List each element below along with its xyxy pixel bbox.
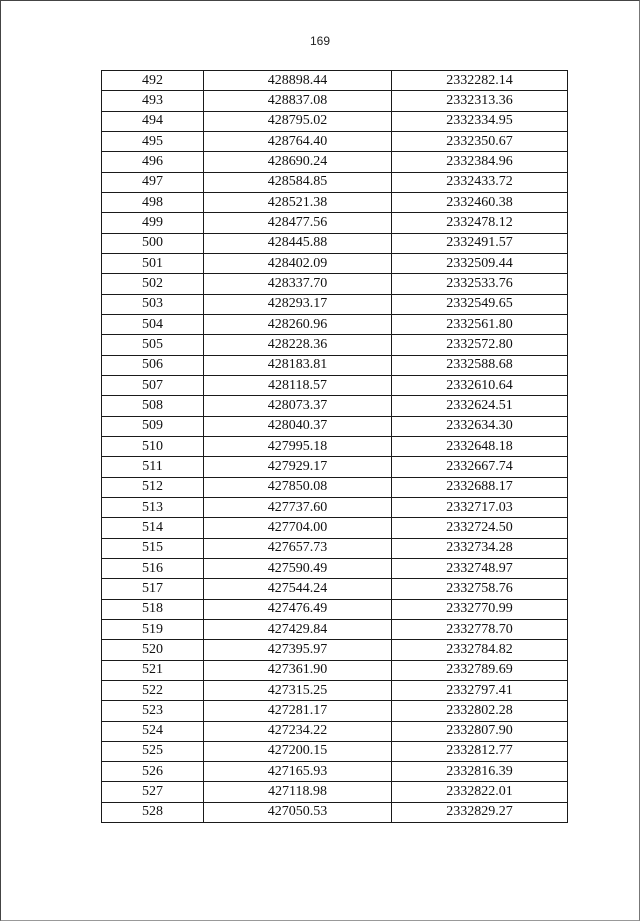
y-coordinate-cell: 2332778.70 [392, 619, 568, 639]
y-coordinate-cell: 2332829.27 [392, 802, 568, 822]
x-coordinate-cell: 428040.37 [204, 416, 392, 436]
x-coordinate-cell: 427737.60 [204, 497, 392, 517]
table-row [102, 538, 568, 558]
y-coordinate-cell: 2332648.18 [392, 436, 568, 456]
y-coordinate-cell: 2332610.64 [392, 375, 568, 395]
table-row [102, 233, 568, 253]
table-row [102, 253, 568, 273]
x-coordinate-cell: 427590.49 [204, 558, 392, 578]
table-row [102, 599, 568, 619]
x-coordinate-cell: 427657.73 [204, 538, 392, 558]
x-coordinate-cell: 427704.00 [204, 518, 392, 538]
point-number-cell: 521 [102, 660, 204, 680]
x-coordinate-cell: 428521.38 [204, 192, 392, 212]
point-number-cell: 492 [102, 71, 204, 91]
y-coordinate-cell: 2332802.28 [392, 701, 568, 721]
table-row [102, 497, 568, 517]
x-coordinate-cell: 427429.84 [204, 619, 392, 639]
y-coordinate-cell: 2332784.82 [392, 640, 568, 660]
x-coordinate-cell: 428795.02 [204, 111, 392, 131]
x-coordinate-cell: 428260.96 [204, 314, 392, 334]
table-row [102, 375, 568, 395]
y-coordinate-cell: 2332770.99 [392, 599, 568, 619]
table-row [102, 680, 568, 700]
point-number-cell: 524 [102, 721, 204, 741]
table-row [102, 660, 568, 680]
y-coordinate-cell: 2332807.90 [392, 721, 568, 741]
y-coordinate-cell: 2332509.44 [392, 253, 568, 273]
table-row [102, 314, 568, 334]
point-number-cell: 527 [102, 782, 204, 802]
y-coordinate-cell: 2332282.14 [392, 71, 568, 91]
point-number-cell: 518 [102, 599, 204, 619]
y-coordinate-cell: 2332588.68 [392, 355, 568, 375]
table-row [102, 152, 568, 172]
point-number-cell: 505 [102, 335, 204, 355]
table-row [102, 396, 568, 416]
y-coordinate-cell: 2332313.36 [392, 91, 568, 111]
point-number-cell: 493 [102, 91, 204, 111]
coordinates-table-body [102, 71, 568, 823]
x-coordinate-cell: 428402.09 [204, 253, 392, 273]
point-number-cell: 504 [102, 314, 204, 334]
x-coordinate-cell: 427050.53 [204, 802, 392, 822]
point-number-cell: 502 [102, 274, 204, 294]
point-number-cell: 497 [102, 172, 204, 192]
point-number-cell: 514 [102, 518, 204, 538]
y-coordinate-cell: 2332624.51 [392, 396, 568, 416]
point-number-cell: 520 [102, 640, 204, 660]
point-number-cell: 495 [102, 131, 204, 151]
point-number-cell: 509 [102, 416, 204, 436]
point-number-cell: 506 [102, 355, 204, 375]
y-coordinate-cell: 2332634.30 [392, 416, 568, 436]
table-row [102, 701, 568, 721]
x-coordinate-cell: 427995.18 [204, 436, 392, 456]
point-number-cell: 499 [102, 213, 204, 233]
table-row [102, 111, 568, 131]
y-coordinate-cell: 2332350.67 [392, 131, 568, 151]
x-coordinate-cell: 428293.17 [204, 294, 392, 314]
table-row [102, 579, 568, 599]
table-row [102, 274, 568, 294]
y-coordinate-cell: 2332478.12 [392, 213, 568, 233]
y-coordinate-cell: 2332572.80 [392, 335, 568, 355]
x-coordinate-cell: 427850.08 [204, 477, 392, 497]
x-coordinate-cell: 427165.93 [204, 762, 392, 782]
table-row [102, 192, 568, 212]
table-row [102, 213, 568, 233]
table-row [102, 71, 568, 91]
table-row [102, 131, 568, 151]
x-coordinate-cell: 428898.44 [204, 71, 392, 91]
y-coordinate-cell: 2332384.96 [392, 152, 568, 172]
x-coordinate-cell: 427395.97 [204, 640, 392, 660]
x-coordinate-cell: 428337.70 [204, 274, 392, 294]
point-number-cell: 528 [102, 802, 204, 822]
point-number-cell: 501 [102, 253, 204, 273]
point-number-cell: 503 [102, 294, 204, 314]
point-number-cell: 498 [102, 192, 204, 212]
y-coordinate-cell: 2332724.50 [392, 518, 568, 538]
table-row [102, 518, 568, 538]
table-row [102, 416, 568, 436]
table-row [102, 477, 568, 497]
x-coordinate-cell: 428073.37 [204, 396, 392, 416]
y-coordinate-cell: 2332460.38 [392, 192, 568, 212]
point-number-cell: 512 [102, 477, 204, 497]
table-row [102, 457, 568, 477]
table-row [102, 436, 568, 456]
table-row [102, 802, 568, 822]
point-number-cell: 526 [102, 762, 204, 782]
y-coordinate-cell: 2332797.41 [392, 680, 568, 700]
x-coordinate-cell: 428837.08 [204, 91, 392, 111]
x-coordinate-cell: 428183.81 [204, 355, 392, 375]
x-coordinate-cell: 427281.17 [204, 701, 392, 721]
y-coordinate-cell: 2332789.69 [392, 660, 568, 680]
table-row [102, 721, 568, 741]
x-coordinate-cell: 428118.57 [204, 375, 392, 395]
table-row [102, 355, 568, 375]
y-coordinate-cell: 2332822.01 [392, 782, 568, 802]
page-number: 169 [309, 34, 331, 48]
y-coordinate-cell: 2332748.97 [392, 558, 568, 578]
point-number-cell: 507 [102, 375, 204, 395]
table-row [102, 335, 568, 355]
point-number-cell: 515 [102, 538, 204, 558]
x-coordinate-cell: 427234.22 [204, 721, 392, 741]
point-number-cell: 510 [102, 436, 204, 456]
point-number-cell: 519 [102, 619, 204, 639]
x-coordinate-cell: 427315.25 [204, 680, 392, 700]
x-coordinate-cell: 428228.36 [204, 335, 392, 355]
point-number-cell: 513 [102, 497, 204, 517]
y-coordinate-cell: 2332549.65 [392, 294, 568, 314]
x-coordinate-cell: 427118.98 [204, 782, 392, 802]
point-number-cell: 516 [102, 558, 204, 578]
x-coordinate-cell: 428477.56 [204, 213, 392, 233]
y-coordinate-cell: 2332433.72 [392, 172, 568, 192]
x-coordinate-cell: 427361.90 [204, 660, 392, 680]
y-coordinate-cell: 2332717.03 [392, 497, 568, 517]
y-coordinate-cell: 2332561.80 [392, 314, 568, 334]
y-coordinate-cell: 2332812.77 [392, 741, 568, 761]
point-number-cell: 517 [102, 579, 204, 599]
y-coordinate-cell: 2332491.57 [392, 233, 568, 253]
x-coordinate-cell: 427929.17 [204, 457, 392, 477]
point-number-cell: 522 [102, 680, 204, 700]
point-number-cell: 523 [102, 701, 204, 721]
y-coordinate-cell: 2332533.76 [392, 274, 568, 294]
point-number-cell: 508 [102, 396, 204, 416]
x-coordinate-cell: 427476.49 [204, 599, 392, 619]
table-row [102, 762, 568, 782]
point-number-cell: 525 [102, 741, 204, 761]
y-coordinate-cell: 2332667.74 [392, 457, 568, 477]
x-coordinate-cell: 427200.15 [204, 741, 392, 761]
table-row [102, 558, 568, 578]
table-row [102, 172, 568, 192]
x-coordinate-cell: 428690.24 [204, 152, 392, 172]
x-coordinate-cell: 428764.40 [204, 131, 392, 151]
table-row [102, 640, 568, 660]
y-coordinate-cell: 2332758.76 [392, 579, 568, 599]
y-coordinate-cell: 2332734.28 [392, 538, 568, 558]
table-row [102, 741, 568, 761]
table-row [102, 619, 568, 639]
y-coordinate-cell: 2332816.39 [392, 762, 568, 782]
point-number-cell: 494 [102, 111, 204, 131]
table-row [102, 294, 568, 314]
table-row [102, 91, 568, 111]
y-coordinate-cell: 2332334.95 [392, 111, 568, 131]
point-number-cell: 511 [102, 457, 204, 477]
x-coordinate-cell: 428584.85 [204, 172, 392, 192]
point-number-cell: 500 [102, 233, 204, 253]
y-coordinate-cell: 2332688.17 [392, 477, 568, 497]
coordinates-table [101, 70, 568, 823]
x-coordinate-cell: 427544.24 [204, 579, 392, 599]
table-row [102, 782, 568, 802]
point-number-cell: 496 [102, 152, 204, 172]
x-coordinate-cell: 428445.88 [204, 233, 392, 253]
